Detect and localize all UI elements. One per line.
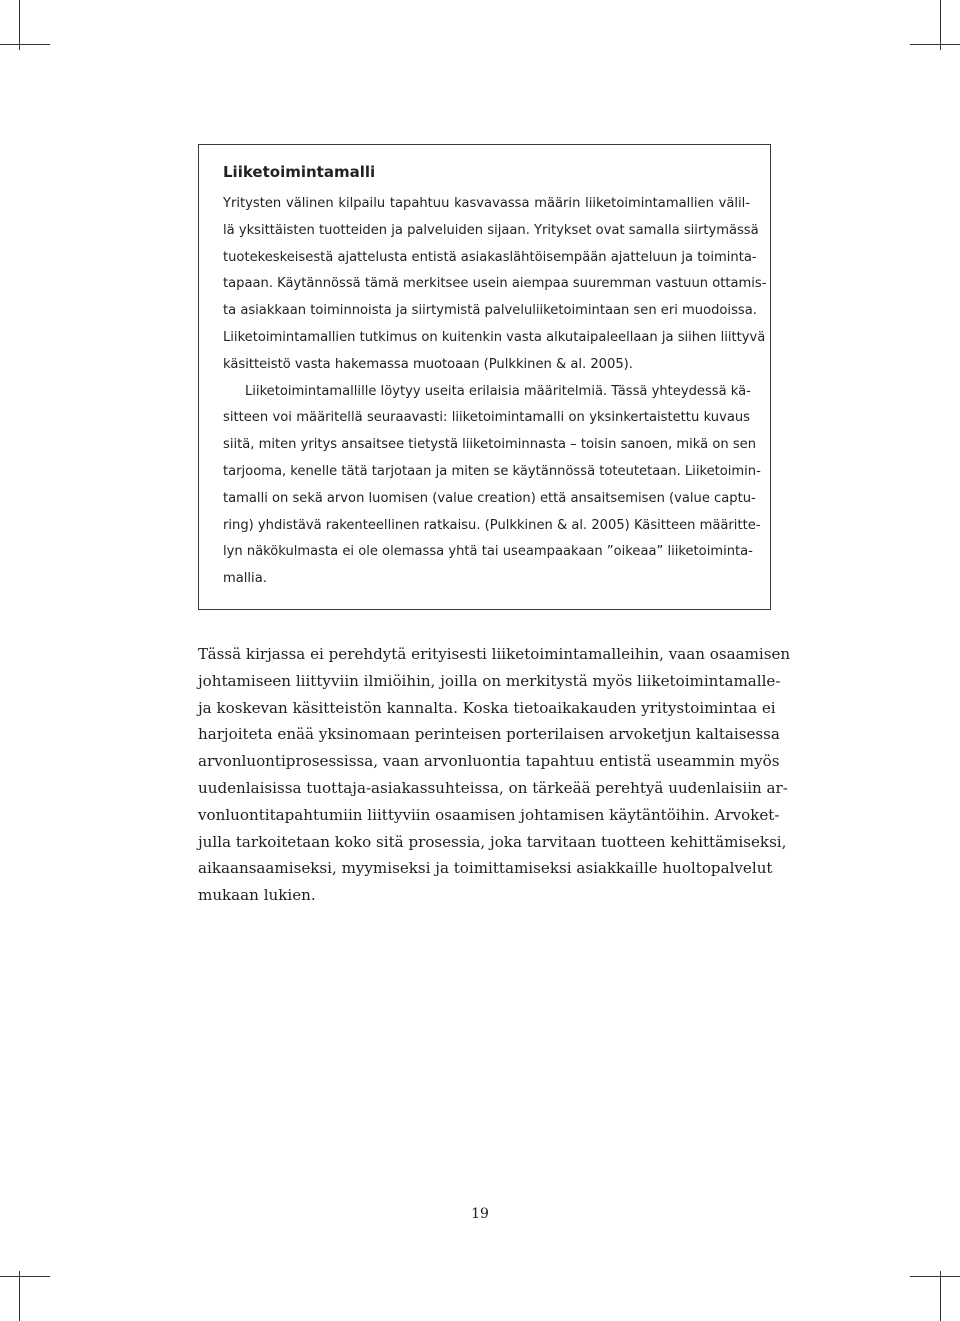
sidebar-line: tapaan. Käytännössä tämä merkitsee usein aiempaa suuremman vastuun ottamis-: [223, 276, 767, 292]
crop-mark: [910, 1276, 960, 1277]
sidebar-line: tamalli on sekä arvon luomisen (value creation) että ansaitsemisen (value captu-: [223, 490, 756, 506]
body-line: uudenlaisissa tuottaja-asiakassuhteissa, on tärkeää perehtyä uudenlaisiin ar-: [198, 778, 788, 797]
sidebar-line: Liiketoimintamallille löytyy useita erilaisia määritelmiä. Tässä yhteydessä kä-: [245, 383, 751, 399]
sidebar-title: Liiketoimintamalli: [223, 163, 376, 181]
sidebar-line: ta asiakkaan toiminnoista ja siirtymistä palveluliiketoimintaan sen eri muodoissa.: [223, 303, 757, 319]
crop-mark: [0, 1276, 50, 1277]
sidebar-line: lä yksittäisten tuotteiden ja palveluiden sijaan. Yritykset ovat samalla siirtymässä: [223, 222, 759, 238]
body-line: vonluontitapahtumiin liittyviin osaamisen johtamisen käytäntöihin. Arvoket-: [198, 805, 780, 824]
body-line: johtamiseen liittyviin ilmiöihin, joilla on merkitystä myös liiketoimintamalle-: [198, 671, 781, 690]
sidebar-line: Yritysten välinen kilpailu tapahtuu kasvavassa määrin liiketoimintamallien välil-: [223, 196, 750, 211]
sidebar-line: Liiketoimintamallien tutkimus on kuitenkin vasta alkutaipaleellaan ja siihen liittyvä: [223, 329, 766, 345]
page-number: 19: [471, 1206, 489, 1222]
sidebar-line: lyn näkökulmasta ei ole olemassa yhtä tai useampaakaan ”oikeaa” liiketoiminta-: [223, 544, 753, 560]
crop-mark: [940, 0, 941, 50]
body-line: harjoiteta enää yksinomaan perinteisen porterilaisen arvoketjun kaltaisessa: [198, 725, 780, 744]
body-line: arvonluontiprosessissa, vaan arvonluontia tapahtuu entistä useammin myös: [198, 752, 780, 771]
body-line: julla tarkoitetaan koko sitä prosessia, joka tarvitaan tuotteen kehittämiseksi,: [198, 832, 787, 851]
sidebar-line: käsitteistö vasta hakemassa muotoaan (Pulkkinen & al. 2005).: [223, 356, 633, 372]
sidebar-line: mallia.: [223, 571, 267, 587]
sidebar-text: [223, 191, 767, 593]
crop-mark: [19, 1271, 20, 1321]
crop-mark: [940, 1271, 941, 1321]
sidebar-line: ring) yhdistävä rakenteellinen ratkaisu. (Pulkkinen & al. 2005) Käsitteen määritte-: [223, 517, 761, 533]
sidebar-line: tuotekeskeisestä ajattelusta entistä asiakaslähtöisempään ajatteluun ja toiminta-: [223, 249, 757, 265]
sidebar-line: tarjooma, kenelle tätä tarjotaan ja miten se käytännössä toteutetaan. Liiketoimin-: [223, 463, 761, 479]
crop-mark: [910, 44, 960, 45]
body-line: ja koskevan käsitteistön kannalta. Koska tietoaikakauden yritystoimintaa ei: [198, 698, 776, 717]
body-paragraph: [198, 641, 791, 909]
body-line: mukaan lukien.: [198, 886, 316, 905]
crop-mark: [0, 44, 50, 45]
sidebar-box: [198, 144, 771, 610]
sidebar-line: siitä, miten yritys ansaitsee tietystä liiketoiminnasta – toisin sanoen, mikä on sen: [223, 437, 756, 453]
body-line: aikaansaamiseksi, myymiseksi ja toimittamiseksi asiakkaille huoltopalvelut: [198, 859, 773, 878]
crop-mark: [19, 0, 20, 50]
body-line: Tässä kirjassa ei perehdytä erityisesti liiketoimintamalleihin, vaan osaamisen: [198, 645, 791, 663]
sidebar-line: sitteen voi määritellä seuraavasti: liiketoimintamalli on yksinkertaistettu kuvaus: [223, 410, 750, 426]
